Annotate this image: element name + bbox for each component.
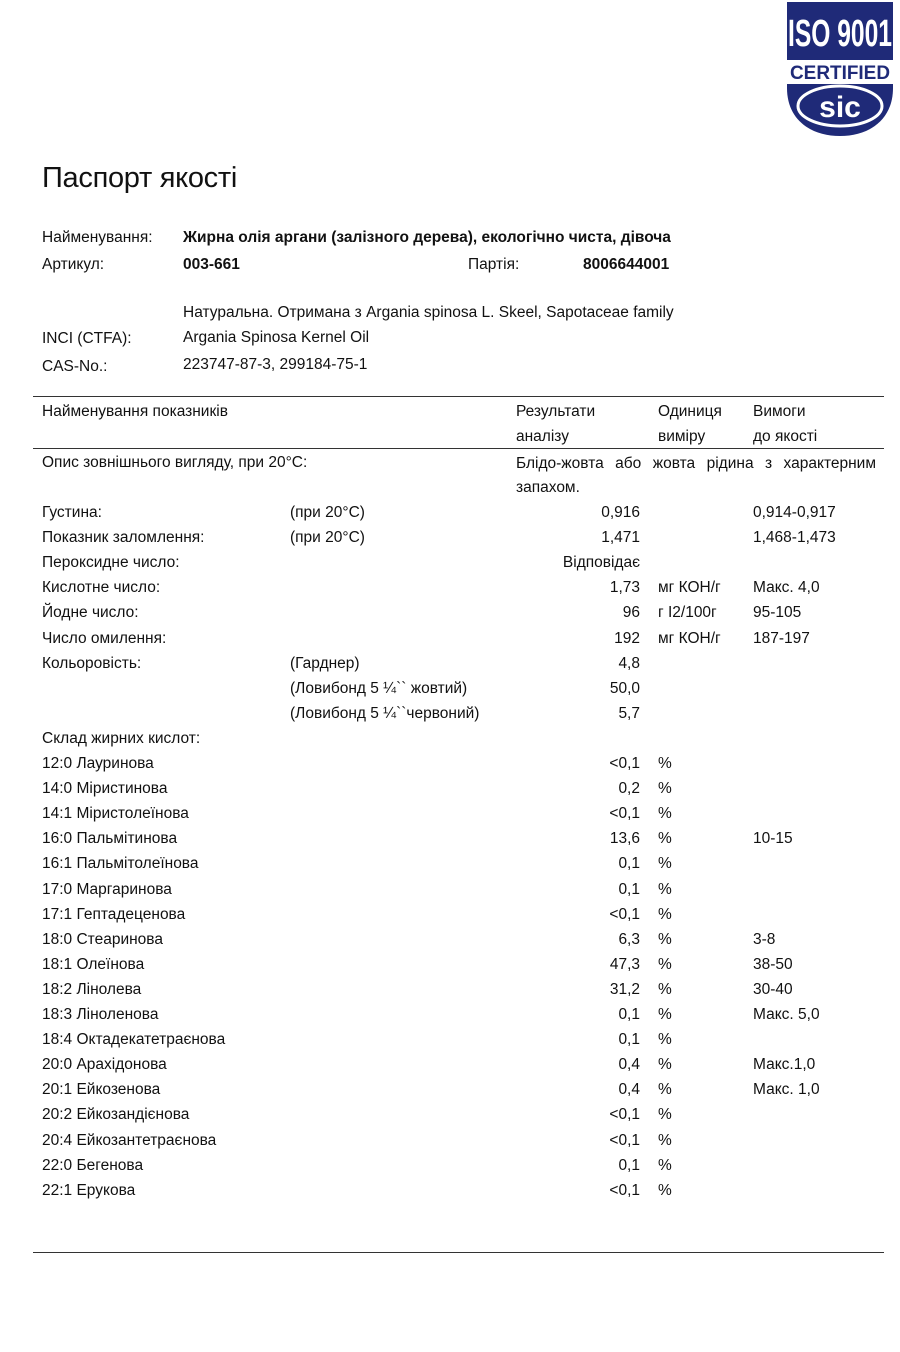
col-header-result-1: Результати — [516, 403, 596, 420]
row-name: 18:2 Лінолева — [42, 981, 142, 998]
row-result: 0,1 — [618, 855, 640, 872]
table-row — [0, 1132, 900, 1157]
row-unit: % — [658, 780, 672, 797]
row-unit: % — [658, 1031, 672, 1048]
row-condition: (при 20°С) — [290, 529, 365, 546]
row-name: 18:1 Олеїнова — [42, 956, 145, 973]
row-name: Йодне число: — [42, 604, 139, 621]
table-row — [0, 1106, 900, 1131]
inci-value: Argania Spinosa Kernel Oil — [183, 329, 370, 346]
logo-sic-text: sic — [819, 91, 861, 124]
row-result: 0,4 — [618, 1081, 640, 1098]
row-result: 31,2 — [609, 981, 640, 998]
row-result: 47,3 — [609, 956, 640, 973]
row-result: <0,1 — [609, 906, 640, 923]
row-name: 12:0 Лауринова — [42, 755, 154, 772]
batch-value: 8006644001 — [583, 256, 670, 273]
row-unit: % — [658, 805, 672, 822]
row-requirement: 10-15 — [753, 830, 793, 847]
row-name: 14:0 Міристинова — [42, 780, 168, 797]
row-name: Кислотне число: — [42, 579, 161, 596]
row-unit: г І2/100г — [658, 604, 717, 621]
row-requirement: Макс. 5,0 — [753, 1006, 820, 1023]
table-row — [0, 805, 900, 830]
table-header-rule — [33, 448, 884, 449]
row-requirement: 38-50 — [753, 956, 793, 973]
row-unit: % — [658, 830, 672, 847]
logo-iso-text: ISO 9001 — [788, 13, 892, 55]
row-result: Відповідає — [562, 554, 640, 571]
row-result: 0,1 — [618, 1157, 640, 1174]
row-unit: % — [658, 931, 672, 948]
table-row — [0, 579, 900, 604]
col-header-req-2: до якості — [753, 428, 818, 445]
inci-label: INCI (CTFA): — [42, 330, 132, 347]
row-name: 20:0 Арахідонова — [42, 1056, 167, 1073]
table-row — [0, 906, 900, 931]
row-name: 20:4 Ейкозантетраєнова — [42, 1132, 217, 1149]
row-name: Склад жирних кислот: — [42, 730, 201, 747]
row-result: 50,0 — [609, 680, 640, 697]
col-header-result-2: аналізу — [516, 428, 569, 445]
table-row — [0, 680, 900, 705]
row-condition: (при 20°С) — [290, 504, 365, 521]
table-row — [0, 1006, 900, 1031]
col-header-unit-1: Одиниця — [658, 403, 722, 420]
row-unit: % — [658, 1006, 672, 1023]
row-name: 17:0 Маргаринова — [42, 881, 172, 898]
table-row — [0, 630, 900, 655]
row-unit: % — [658, 1132, 672, 1149]
row-unit: % — [658, 755, 672, 772]
row-result: 0,1 — [618, 1006, 640, 1023]
row-result: 0,4 — [618, 1056, 640, 1073]
row-requirement: 187-197 — [753, 630, 810, 647]
row-name: Показник заломлення: — [42, 529, 205, 546]
row-result: 13,6 — [609, 830, 640, 847]
row-result: 1,471 — [601, 529, 640, 546]
row-requirement: 30-40 — [753, 981, 793, 998]
batch-label: Партія: — [468, 256, 520, 273]
logo-certified-text: CERTIFIED — [790, 63, 890, 84]
row-requirement: Макс. 4,0 — [753, 579, 820, 596]
table-row — [0, 1056, 900, 1081]
cas-value: 223747-87-3, 299184-75-1 — [183, 356, 368, 373]
row-result: 6,3 — [618, 931, 640, 948]
row-name: 17:1 Гептадеценова — [42, 906, 186, 923]
row-name: 18:3 Ліноленова — [42, 1006, 159, 1023]
row-requirement: 95-105 — [753, 604, 802, 621]
row-unit: % — [658, 855, 672, 872]
row-name: 22:0 Бегенова — [42, 1157, 144, 1174]
row-requirement: 0,914-0,917 — [753, 504, 836, 521]
row-unit: % — [658, 1081, 672, 1098]
row-result: 1,73 — [609, 579, 640, 596]
row-result: 96 — [622, 604, 640, 621]
row-unit: % — [658, 906, 672, 923]
row-result: <0,1 — [609, 1106, 640, 1123]
row-unit: мг КОН/г — [658, 630, 721, 647]
row-name: 16:1 Пальмітолеїнова — [42, 855, 199, 872]
article-label: Артикул: — [42, 256, 105, 273]
col-header-req-1: Вимоги — [753, 403, 806, 420]
row-requirement: 1,468-1,473 — [753, 529, 836, 546]
row-name: 20:2 Ейкозандієнова — [42, 1106, 190, 1123]
row-name: 16:0 Пальмітинова — [42, 830, 178, 847]
table-row — [0, 504, 900, 529]
col-header-name: Найменування показників — [42, 403, 228, 420]
row-result: <0,1 — [609, 805, 640, 822]
table-top-rule — [33, 396, 884, 397]
row-condition: (Ловибонд 5 ¼`` жовтий) — [290, 680, 468, 697]
row-unit: % — [658, 1056, 672, 1073]
row-unit: % — [658, 881, 672, 898]
table-row — [0, 755, 900, 780]
row-result: 0,1 — [618, 1031, 640, 1048]
row-result: 5,7 — [618, 705, 640, 722]
row-result: 0,1 — [618, 881, 640, 898]
table-row — [0, 705, 900, 730]
table-row — [0, 730, 900, 755]
row-unit: % — [658, 1157, 672, 1174]
row-name: Кольоровість: — [42, 655, 142, 672]
row-requirement: Макс.1,0 — [753, 1056, 816, 1073]
table-row — [0, 956, 900, 981]
row-unit: мг КОН/г — [658, 579, 721, 596]
table-row — [0, 604, 900, 629]
table-row — [0, 655, 900, 680]
row-result: 0,2 — [618, 780, 640, 797]
row-unit: % — [658, 981, 672, 998]
table-row — [0, 780, 900, 805]
row-result: <0,1 — [609, 1132, 640, 1149]
table-row — [0, 554, 900, 579]
page-title: Паспорт якості — [42, 162, 238, 194]
row-unit: % — [658, 1106, 672, 1123]
article-value: 003-661 — [183, 256, 240, 273]
row-requirement: Макс. 1,0 — [753, 1081, 820, 1098]
row-result: 0,916 — [601, 504, 640, 521]
origin-text: Натуральна. Отримана з Argania spinosa L. Skeel, Sapotaceae family — [183, 304, 674, 321]
description-value: Блідо-жовта або жовта рідина з характерним запахом. — [516, 455, 876, 496]
row-result: 4,8 — [618, 655, 640, 672]
table-row — [0, 1182, 900, 1207]
row-result: <0,1 — [609, 1182, 640, 1199]
row-unit: % — [658, 956, 672, 973]
table-bottom-rule — [33, 1252, 884, 1253]
row-name: 18:0 Стеаринова — [42, 931, 163, 948]
table-row — [0, 931, 900, 956]
row-result: 192 — [614, 630, 640, 647]
cas-label: CAS-No.: — [42, 358, 108, 375]
product-name-value: Жирна олія аргани (залізного дерева), екологічно чиста, дівоча — [183, 229, 671, 246]
table-row — [0, 1031, 900, 1056]
table-row — [0, 981, 900, 1006]
table-row — [0, 1157, 900, 1182]
row-name: Число омилення: — [42, 630, 167, 647]
row-condition: (Ловибонд 5 ¼``червоний) — [290, 705, 480, 722]
row-result: <0,1 — [609, 755, 640, 772]
description-label: Опис зовнішнього вигляду, при 20°С: — [42, 454, 308, 471]
iso-9001-certified-logo — [783, 2, 897, 138]
col-header-unit-2: виміру — [658, 428, 706, 445]
row-unit: % — [658, 1182, 672, 1199]
table-row — [0, 855, 900, 880]
row-name: Густина: — [42, 504, 102, 521]
row-name: 18:4 Октадекатетраєнова — [42, 1031, 226, 1048]
row-requirement: 3-8 — [753, 931, 776, 948]
table-row — [0, 830, 900, 855]
table-row — [0, 529, 900, 554]
row-name: 22:1 Ерукова — [42, 1182, 136, 1199]
table-row — [0, 1081, 900, 1106]
row-name: 20:1 Ейкозенова — [42, 1081, 161, 1098]
row-name: Пероксидне число: — [42, 554, 180, 571]
table-row — [0, 881, 900, 906]
product-name-label: Найменування: — [42, 229, 153, 246]
row-condition: (Гарднер) — [290, 655, 360, 672]
row-name: 14:1 Міристолеїнова — [42, 805, 189, 822]
